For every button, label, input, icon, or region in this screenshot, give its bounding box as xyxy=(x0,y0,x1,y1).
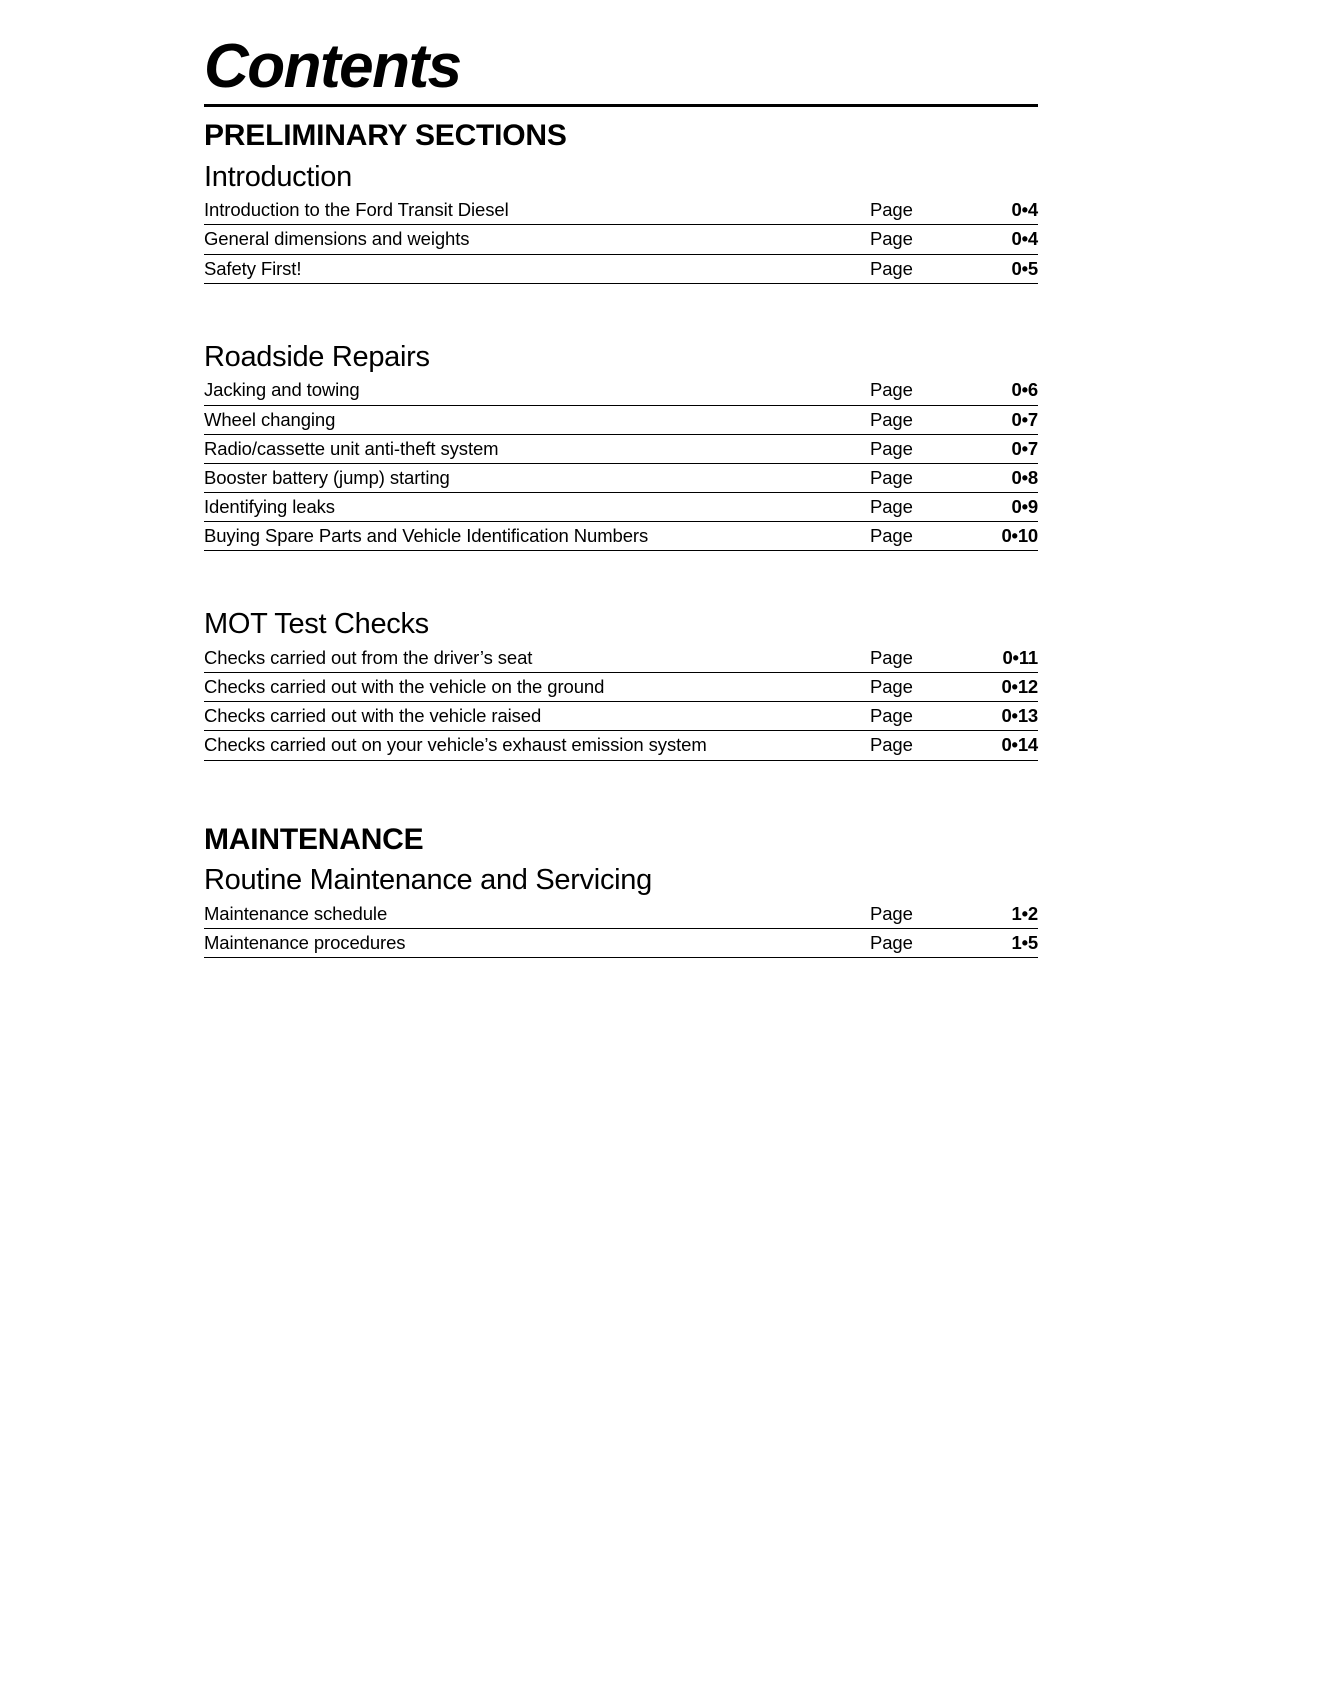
toc-entry-page-number: 0•12 xyxy=(1001,676,1038,698)
toc-entry-page-number: 0•7 xyxy=(1011,408,1038,430)
toc-entry[interactable] xyxy=(204,435,1038,464)
toc-entry-page-number: 0•9 xyxy=(1011,495,1038,517)
toc-entry[interactable] xyxy=(204,464,1038,493)
toc-entry-page-label: Page xyxy=(870,495,913,517)
entry-list-routine-maintenance xyxy=(204,900,1038,958)
toc-entry-page-label: Page xyxy=(870,734,913,756)
toc-entry-title: Wheel changing xyxy=(204,408,336,430)
section-heading-roadside-repairs: Roadside Repairs xyxy=(204,340,430,373)
toc-entry-page-label: Page xyxy=(870,931,913,953)
toc-entry-page-label: Page xyxy=(870,676,913,698)
toc-entry-title: Checks carried out from the driver’s seat xyxy=(204,647,533,669)
toc-entry-page-label: Page xyxy=(870,437,913,459)
toc-entry-title: Checks carried out with the vehicle on the ground xyxy=(204,676,605,698)
section-spacer xyxy=(204,284,1038,340)
toc-entry-page-number: 0•4 xyxy=(1011,228,1038,250)
entry-list-roadside-repairs xyxy=(204,376,1038,551)
toc-entry-page-label: Page xyxy=(870,408,913,430)
toc-entry-title: Maintenance schedule xyxy=(204,902,388,924)
toc-entry-page-number: 0•5 xyxy=(1011,257,1038,279)
section-heading-introduction: Introduction xyxy=(204,160,352,193)
toc-entry[interactable] xyxy=(204,225,1038,254)
group-heading-maintenance: MAINTENANCE xyxy=(204,822,424,856)
group-spacer xyxy=(204,761,1038,823)
page-title: Contents xyxy=(204,32,461,101)
toc-entry-page-number: 0•8 xyxy=(1011,466,1038,488)
toc-entry-title: Identifying leaks xyxy=(204,495,335,517)
toc-entry[interactable] xyxy=(204,493,1038,522)
toc-entry-page-number: 0•14 xyxy=(1001,734,1038,756)
toc-entry-page-label: Page xyxy=(870,199,913,221)
entry-list-mot-test-checks xyxy=(204,644,1038,761)
section-spacer xyxy=(204,551,1038,607)
toc-entry-title: Checks carried out on your vehicle’s exhaust emission system xyxy=(204,734,707,756)
section-heading-routine-maintenance-and-servicing: Routine Maintenance and Servicing xyxy=(204,864,652,897)
toc-entry-page-number: 0•7 xyxy=(1011,437,1038,459)
toc-entry-title: Safety First! xyxy=(204,257,302,279)
toc-entry-page-label: Page xyxy=(870,902,913,924)
toc-entry-page-number: 1•5 xyxy=(1011,931,1038,953)
toc-entry-page-label: Page xyxy=(870,379,913,401)
toc-entry[interactable] xyxy=(204,255,1038,284)
toc-entry-title: Maintenance procedures xyxy=(204,931,406,953)
contents-content xyxy=(204,32,1038,958)
toc-entry-page-number: 0•4 xyxy=(1011,199,1038,221)
toc-entry-title: Buying Spare Parts and Vehicle Identification Numbers xyxy=(204,525,649,547)
toc-entry-page-label: Page xyxy=(870,228,913,250)
toc-entry[interactable] xyxy=(204,196,1038,225)
toc-entry-title: Introduction to the Ford Transit Diesel xyxy=(204,199,509,221)
toc-entry[interactable] xyxy=(204,376,1038,405)
toc-entry[interactable] xyxy=(204,522,1038,551)
toc-entry[interactable] xyxy=(204,406,1038,435)
toc-entry-page-label: Page xyxy=(870,257,913,279)
toc-entry[interactable] xyxy=(204,673,1038,702)
toc-entry-page-label: Page xyxy=(870,705,913,727)
toc-entry-title: Checks carried out with the vehicle raised xyxy=(204,705,542,727)
toc-entry[interactable] xyxy=(204,702,1038,731)
section-heading-mot-test-checks: MOT Test Checks xyxy=(204,608,429,641)
toc-entry-page-number: 0•6 xyxy=(1011,379,1038,401)
toc-entry-title: Jacking and towing xyxy=(204,379,360,401)
toc-entry-page-label: Page xyxy=(870,466,913,488)
group-heading-preliminary-sections: PRELIMINARY SECTIONS xyxy=(204,119,567,152)
toc-entry[interactable] xyxy=(204,731,1038,760)
toc-entry-page-number: 1•2 xyxy=(1011,902,1038,924)
toc-entry[interactable] xyxy=(204,900,1038,929)
toc-entry[interactable] xyxy=(204,929,1038,958)
toc-entry-title: General dimensions and weights xyxy=(204,228,470,250)
toc-entry-page-label: Page xyxy=(870,647,913,669)
toc-entry-page-label: Page xyxy=(870,525,913,547)
entry-list-introduction xyxy=(204,196,1038,283)
title-divider xyxy=(204,104,1038,107)
toc-entry[interactable] xyxy=(204,644,1038,673)
toc-entry-title: Radio/cassette unit anti-theft system xyxy=(204,437,499,459)
toc-entry-title: Booster battery (jump) starting xyxy=(204,466,450,488)
toc-entry-page-number: 0•13 xyxy=(1001,705,1038,727)
toc-entry-page-number: 0•11 xyxy=(1002,647,1038,669)
toc-entry-page-number: 0•10 xyxy=(1001,525,1038,547)
